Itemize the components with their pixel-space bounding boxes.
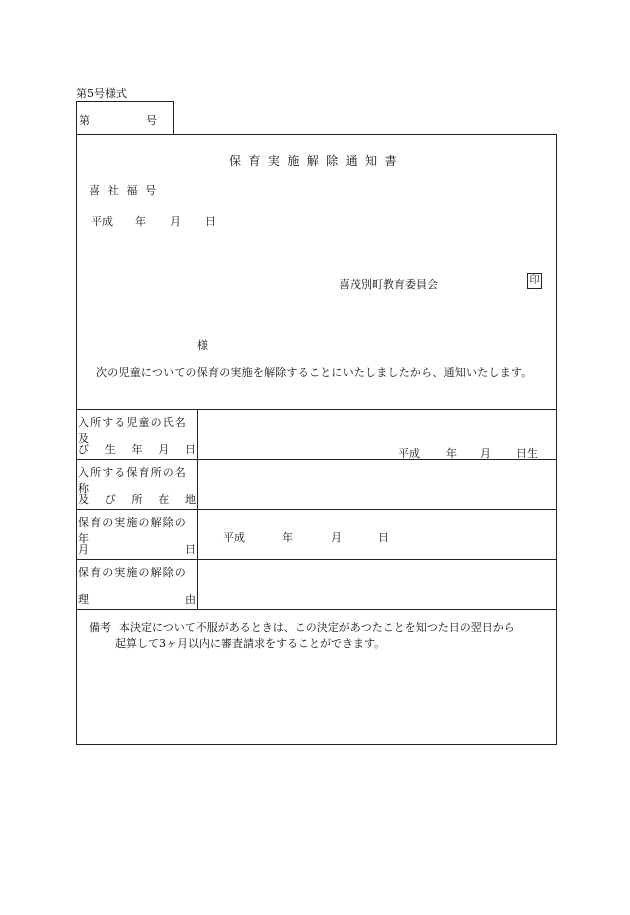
notice-frame (76, 134, 557, 745)
table-row (77, 560, 557, 610)
table-row (77, 460, 557, 510)
document-number-box (76, 101, 174, 134)
label-termination-date: 保育の実施の解除の年 月 日 (77, 510, 198, 560)
issue-date (91, 213, 216, 229)
issue-date-era: 平成 (91, 215, 113, 228)
document-title: 保育実施解除通知書 (229, 154, 404, 168)
label-nursery-name-address: 入所する保育所の名称 及 び 所 在 地 (77, 460, 198, 510)
value-termination-reason (198, 560, 557, 610)
remarks-line2: 起算して3ヶ月以内に審査請求をすることができます。 (115, 637, 386, 650)
seal-mark: 印 (527, 273, 542, 289)
label-child-name-birth: 入所する児童の氏名及 び 生 年 月 日 (77, 410, 198, 460)
issue-date-year: 年 (135, 215, 146, 228)
number-prefix: 第 (79, 114, 90, 127)
value-child-name-birth: 平成 年 月 日生 (198, 410, 557, 460)
issuer-name: 喜茂別町教育委員会 (339, 278, 438, 291)
table-row (77, 510, 557, 560)
value-termination-date: 平成 年 月 日 (198, 510, 557, 560)
label-termination-reason: 保育の実施の解除の 理 由 (77, 560, 198, 610)
remarks (89, 620, 554, 652)
number-suffix: 号 (146, 114, 157, 127)
reference-number: 喜社福号 (89, 184, 164, 197)
details-table (76, 409, 557, 610)
issue-date-day: 日 (205, 215, 216, 228)
remarks-heading: 備考 (89, 621, 111, 634)
remarks-line1: 本決定について不服があるときは、この決定があつたことを知つた日の翌日から (119, 621, 515, 634)
form-number: 第5号様式 (76, 87, 127, 100)
table-row (77, 410, 557, 460)
notice-body: 次の児童についての保育の実施を解除することにいたしましたから、通知いたします。 (96, 366, 533, 379)
recipient-honorific: 様 (197, 339, 208, 352)
issue-date-month: 月 (170, 215, 181, 228)
value-nursery-name-address (198, 460, 557, 510)
